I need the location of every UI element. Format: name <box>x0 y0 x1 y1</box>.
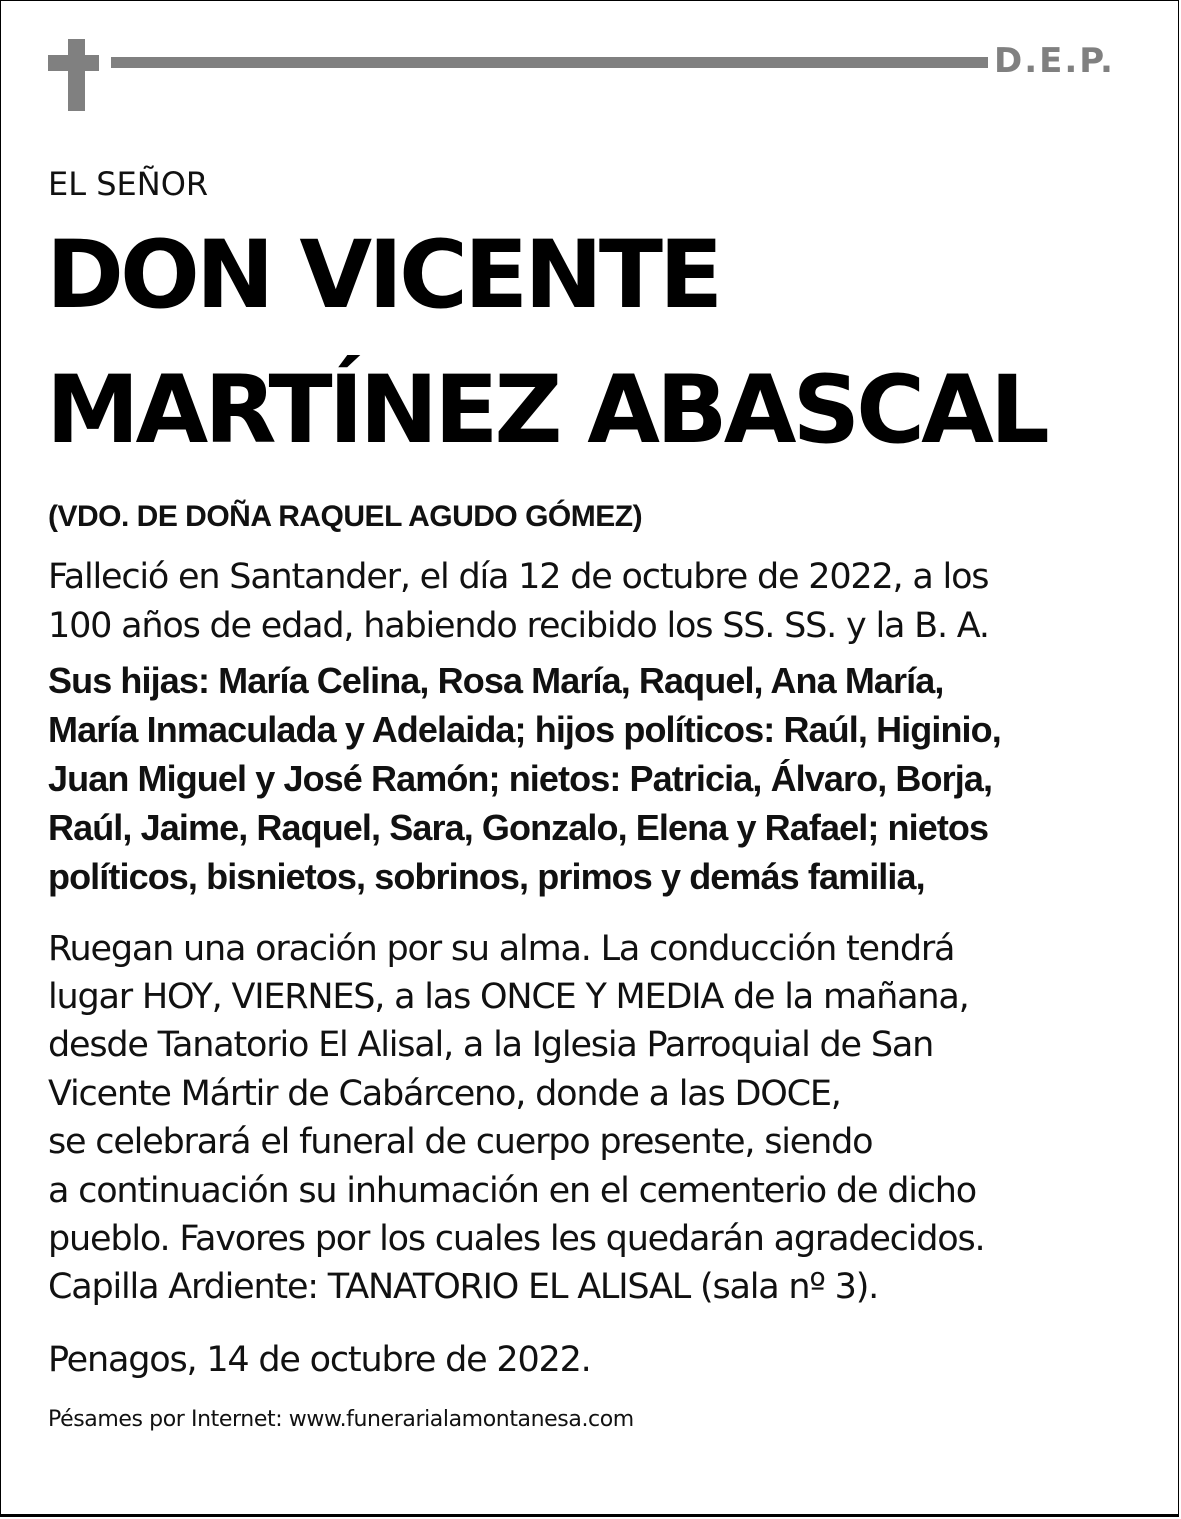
condolences-link[interactable]: Pésames por Internet: www.funerarialamontanesa.com <box>48 1407 634 1432</box>
family-line: Juan Miguel y José Ramón; nietos: Patricia, Álvaro, Borja, <box>48 758 993 799</box>
deceased-name-line-1: DON VICENTE <box>46 221 720 330</box>
family-line: Sus hijas: María Celina, Rosa María, Raquel, Ana María, <box>48 660 944 701</box>
family-line: Raúl, Jaime, Raquel, Sara, Gonzalo, Elena y Rafael; nietos <box>48 807 989 848</box>
ceremony-line: se celebrará el funeral de cuerpo presente, siendo <box>48 1122 873 1162</box>
deceased-name-line-2: MARTÍNEZ ABASCAL <box>46 356 1046 465</box>
death-notice-line: Falleció en Santander, el día 12 de octubre de 2022, a los <box>48 557 989 597</box>
ceremony-line: desde Tanatorio El Alisal, a la Iglesia Parroquial de San <box>48 1025 934 1065</box>
dep-label: D.E.P. <box>994 41 1115 81</box>
family-line: María Inmaculada y Adelaida; hijos políticos: Raúl, Higinio, <box>48 709 1001 750</box>
family-line: políticos, bisnietos, sobrinos, primos y demás familia, <box>48 856 925 897</box>
ceremony-line: a continuación su inhumación en el cementerio de dicho <box>48 1171 976 1211</box>
ceremony-line: pueblo. Favores por los cuales les quedarán agradecidos. <box>48 1219 985 1259</box>
ceremony-line: Vicente Mártir de Cabárceno, donde a las DOCE, <box>48 1074 841 1114</box>
place-date: Penagos, 14 de octubre de 2022. <box>48 1340 591 1380</box>
cross-horizontal-bar <box>48 55 99 71</box>
widower-of: (VDO. DE DOÑA RAQUEL AGUDO GÓMEZ) <box>48 500 643 533</box>
ceremony-line: Ruegan una oración por su alma. La conducción tendrá <box>48 929 955 969</box>
header-rule <box>111 57 988 68</box>
ceremony-line: Capilla Ardiente: TANATORIO EL ALISAL (sala nº 3). <box>48 1267 879 1307</box>
honorific: EL SEÑOR <box>48 165 209 203</box>
death-notice-line: 100 años de edad, habiendo recibido los SS. SS. y la B. A. <box>48 606 989 646</box>
cross-vertical-bar <box>68 39 85 111</box>
ceremony-line: lugar HOY, VIERNES, a las ONCE Y MEDIA de la mañana, <box>48 977 969 1017</box>
